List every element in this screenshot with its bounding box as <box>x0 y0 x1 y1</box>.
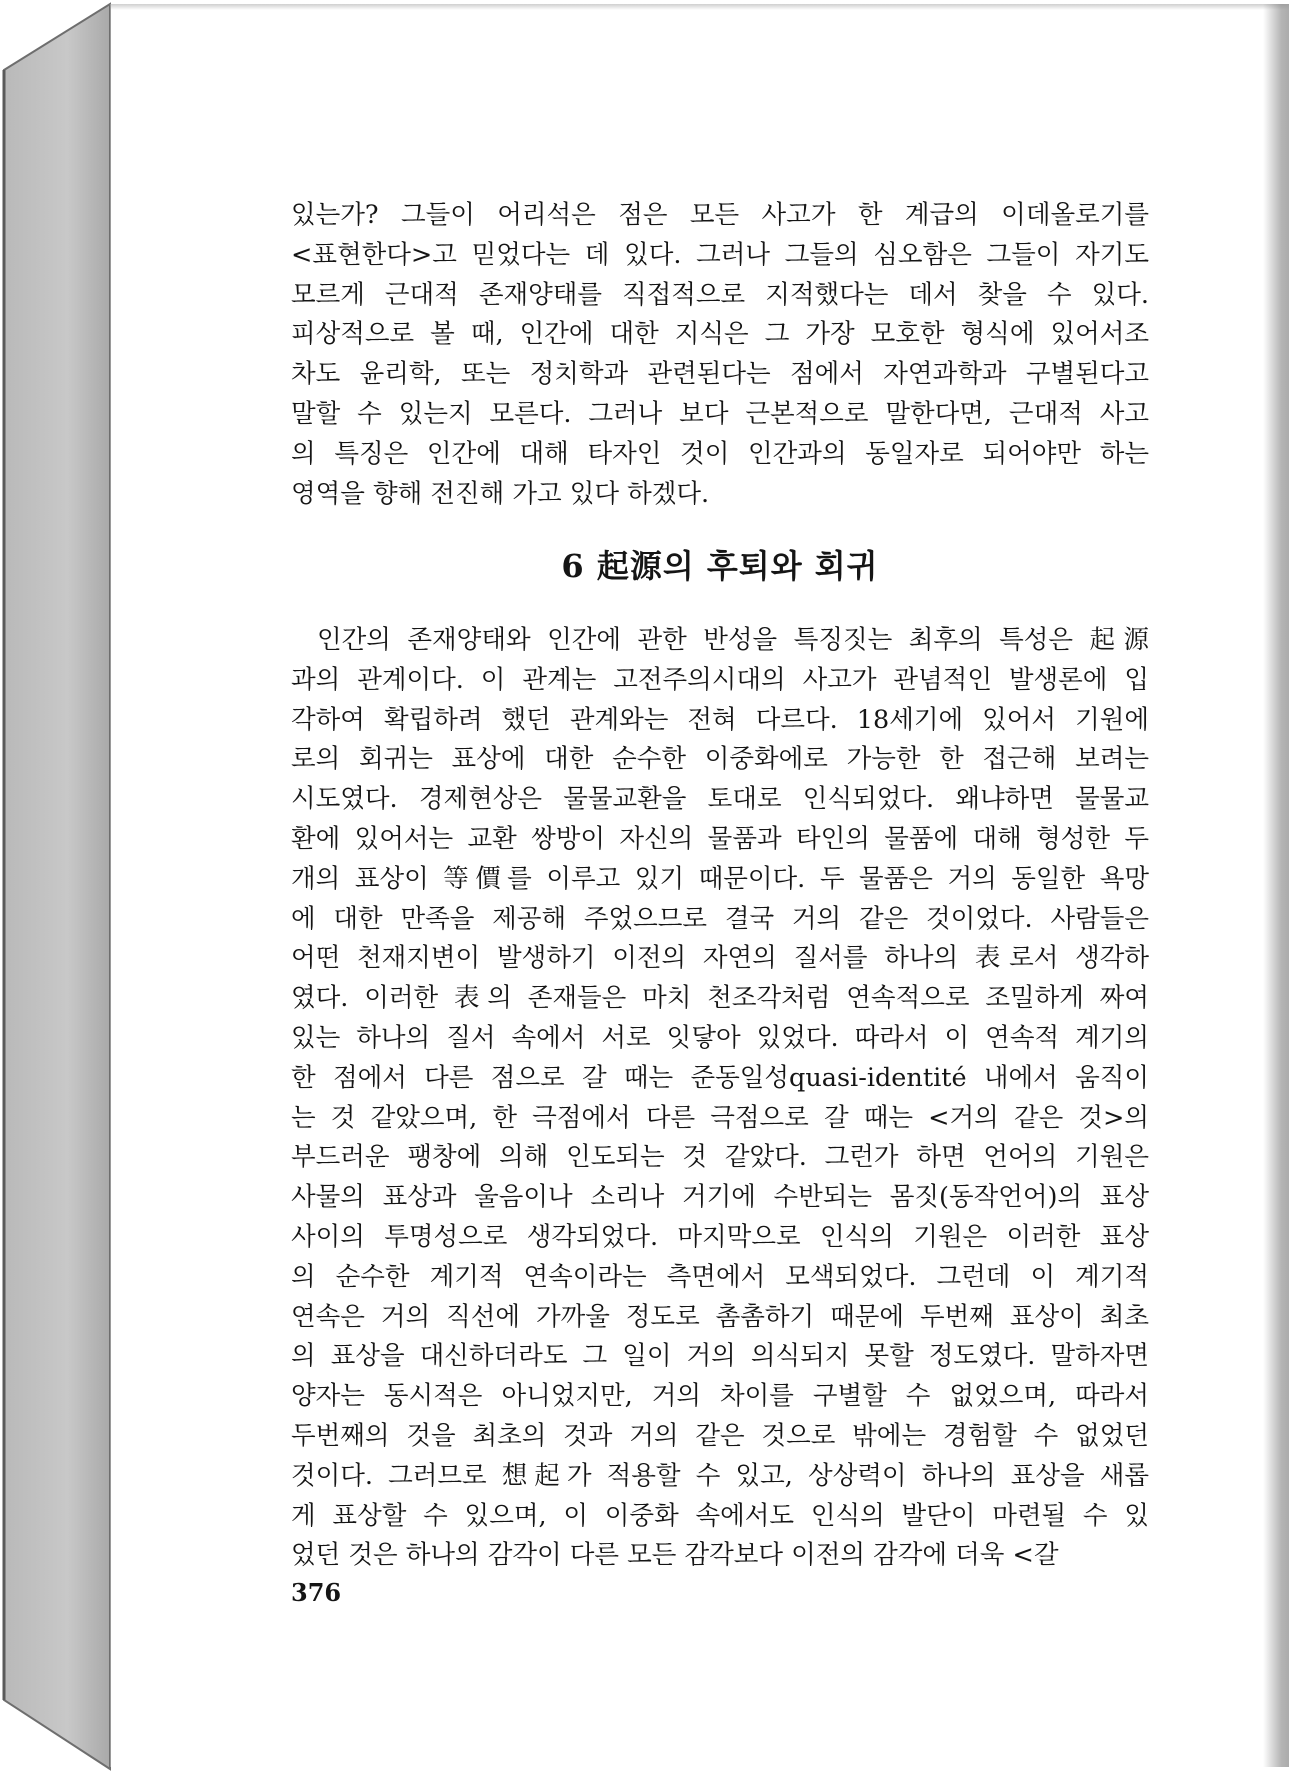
text-line: 과의 관계이다. 이 관계는 고전주의시대의 사고가 관념적인 발생론에 입 <box>291 664 1149 695</box>
text-line: 어떤 천재지변이 발생하기 이전의 자연의 질서를 하나의 表로서 생각하 <box>291 943 1149 974</box>
text-line: 있는 하나의 질서 속에서 서로 잇닿아 있었다. 따라서 이 연속적 계기의 <box>291 1022 1149 1053</box>
text-line: 있는가? 그들이 어리석은 점은 모든 사고가 한 계급의 이데올로기를 <box>291 200 1149 230</box>
text-line: 말할 수 있는지 모른다. 그러나 보다 근본적으로 말한다면, 근대적 사고 <box>291 398 1149 429</box>
text-line: 의 표상을 대신하더라도 그 일이 거의 의식되지 못할 정도였다. 말하자면 <box>291 1341 1149 1372</box>
text-line: 것이다. 그러므로 想起가 적용할 수 있고, 상상력이 하나의 표상을 새롭 <box>291 1460 1149 1491</box>
page-edge-shadow <box>1263 4 1289 1767</box>
text-line: 영역을 향해 전진해 가고 있다 하겠다. <box>291 478 710 509</box>
text-line: 의 특징은 인간에 대해 타자인 것이 인간과의 동일자로 되어야만 하는 <box>291 438 1149 469</box>
text-line: 의 순수한 계기적 연속이라는 측면에서 모색되었다. 그런데 이 계기적 <box>291 1261 1149 1292</box>
text-line: <표현한다>고 믿었다는 데 있다. 그러나 그들의 심오함은 그들이 자기도 <box>291 239 1149 270</box>
book-page <box>110 4 1289 1767</box>
text-line: 차도 윤리학, 또는 정치학과 관련된다는 점에서 자연과학과 구별된다고 <box>291 359 1149 390</box>
continued-paragraph <box>291 196 1149 514</box>
section-heading: 6 起源의 후퇴와 회귀 <box>561 547 879 585</box>
page-top-shadow <box>111 4 1289 10</box>
text-line: 부드러운 팽창에 의해 인도되는 것 같았다. 그런가 하면 언어의 기원은 <box>291 1142 1149 1173</box>
text-line: 였다. 이러한 表의 존재들은 마치 천조각처럼 연속적으로 조밀하게 짜여 <box>291 983 1149 1014</box>
section-paragraph <box>291 621 1149 1576</box>
text-line: 게 표상할 수 있으며, 이 이중화 속에서도 인식의 발단이 마련될 수 있 <box>291 1500 1149 1531</box>
text-line: 는 것 같았으며, 한 극점에서 다른 극점으로 갈 때는 <거의 같은 것>의 <box>291 1102 1149 1133</box>
text-line: 었던 것은 하나의 감각이 다른 모든 감각보다 이전의 감각에 더욱 <갈 <box>291 1540 1059 1571</box>
page-number: 376 <box>291 1578 342 1607</box>
text-line: 시도였다. 경제현상은 물물교환을 토대로 인식되었다. 왜냐하면 물물교 <box>291 784 1149 815</box>
text-line: 피상적으로 볼 때, 인간에 대한 지식은 그 가장 모호한 형식에 있어서조 <box>291 319 1149 350</box>
text-line: 양자는 동시적은 아니었지만, 거의 차이를 구별할 수 없었으며, 따라서 <box>291 1381 1149 1412</box>
text-line: 로의 회귀는 표상에 대한 순수한 이중화에로 가능한 한 접근해 보려는 <box>291 744 1149 775</box>
text-line: 개의 표상이 等價를 이루고 있기 때문이다. 두 물품은 거의 동일한 욕망 <box>291 863 1149 894</box>
text-line: 인간의 존재양태와 인간에 관한 반성을 특징짓는 최후의 특성은 起源 <box>317 625 1149 655</box>
text-line: 한 점에서 다른 점으로 갈 때는 준동일성quasi-identité 내에서 움직이 <box>291 1062 1149 1093</box>
text-line: 사이의 투명성으로 생각되었다. 마지막으로 인식의 기원은 이러한 표상 <box>291 1221 1149 1252</box>
text-line: 에 대한 만족을 제공해 주었으므로 결국 거의 같은 것이었다. 사람들은 <box>291 903 1149 934</box>
text-line: 각하여 확립하려 했던 관계와는 전혀 다르다. 18세기에 있어서 기원에 <box>291 704 1149 735</box>
text-line: 두번째의 것을 최초의 것과 거의 같은 것으로 밖에는 경험할 수 없었던 <box>291 1420 1149 1451</box>
text-line: 연속은 거의 직선에 가까울 정도로 촘촘하기 때문에 두번째 표상이 최초 <box>291 1301 1149 1332</box>
text-line: 사물의 표상과 울음이나 소리나 거기에 수반되는 몸짓(동작언어)의 표상 <box>291 1182 1149 1213</box>
text-line: 환에 있어서는 교환 쌍방이 자신의 물품과 타인의 물품에 대해 형성한 두 <box>291 823 1149 854</box>
text-line: 모르게 근대적 존재양태를 직접적으로 지적했다는 데서 찾을 수 있다. <box>291 279 1149 310</box>
